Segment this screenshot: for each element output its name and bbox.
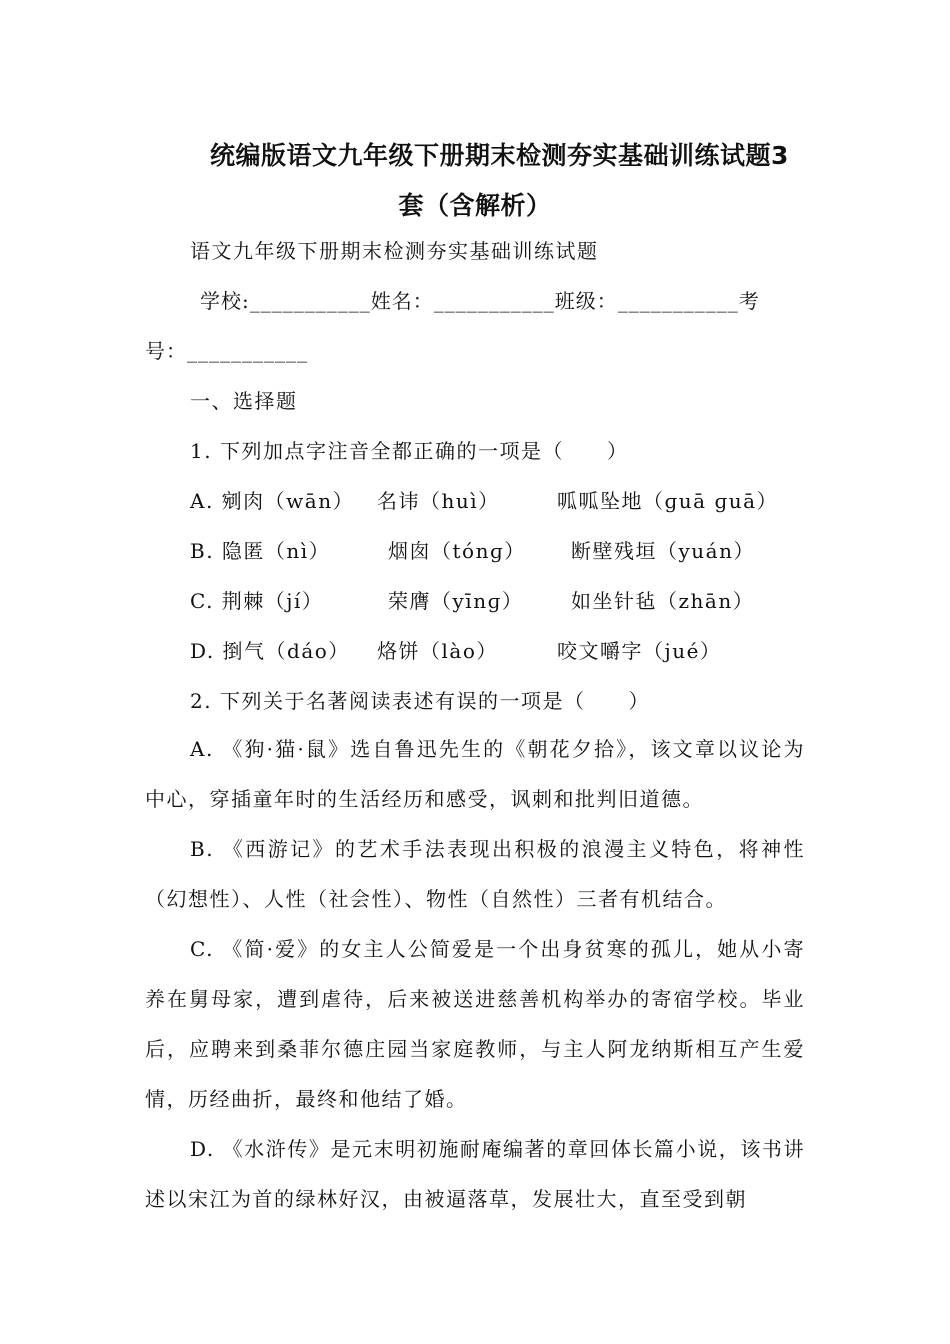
document-title-line2: 套（含解析） bbox=[398, 191, 552, 220]
option-c-item-3: 如坐针毡（zhān） bbox=[571, 589, 755, 613]
option-d-item-3: 咬文嚼字（jué） bbox=[557, 639, 722, 663]
option-a-item-2: 名讳（huì） bbox=[377, 489, 500, 513]
question-2-option-c: C. 《简·爱》的女主人公简爱是一个出身贫寒的孤儿，她从小寄养在舅母家，遭到虐待，后来被送进慈善机构举办的寄宿学校。毕业后，应聘来到桑菲尔德庄园当家庭教师，与主人阿龙纳斯相互产生爱情，历经曲折，最终和他结了婚。 bbox=[145, 937, 805, 1111]
option-b-item-1: B. 隐匿（nì） bbox=[190, 539, 331, 563]
question-2-option-b: B. 《西游记》的艺术手法表现出积极的浪漫主义特色，将神性（幻想性）、人性（社会性）、物性（自然性）三者有机结合。 bbox=[145, 837, 805, 911]
question-1-option-a bbox=[190, 487, 778, 515]
question-1-option-c bbox=[190, 587, 754, 615]
info-line-1: 学校:___________姓名：___________班级：___________考 bbox=[200, 289, 760, 313]
option-d-item-1: D. 捯气（dáo） bbox=[190, 639, 350, 663]
option-b-item-2: 烟囱（tónɡ） bbox=[388, 539, 526, 563]
question-2-option-d: D. 《水浒传》是元末明初施耐庵编著的章回体长篇小说，该书讲述以宋江为首的绿林好汉，由被逼落草，发展壮大，直至受到朝 bbox=[145, 1137, 805, 1211]
question-1-option-d bbox=[190, 637, 721, 665]
document-title-line1: 统编版语文九年级下册期末检测夯实基础训练试题3 bbox=[210, 141, 789, 170]
option-b-item-3: 断壁残垣（yuán） bbox=[571, 539, 755, 563]
option-d-item-2: 烙饼（lào） bbox=[377, 639, 498, 663]
subtitle: 语文九年级下册期末检测夯实基础训练试题 bbox=[190, 239, 599, 263]
question-1-option-b bbox=[190, 537, 755, 565]
option-c-item-1: C. 荆棘（jí） bbox=[190, 589, 324, 613]
question-1-stem: 1. 下列加点字注音全都正确的一项是（ ） bbox=[190, 439, 629, 463]
option-c-item-2: 荣膺（yīnɡ） bbox=[388, 589, 524, 613]
option-a-item-1: A. 剜肉（wān） bbox=[190, 489, 355, 513]
option-a-item-3: 呱呱坠地（ɡuā ɡuā） bbox=[557, 489, 779, 513]
question-2-option-a: A. 《狗·猫·鼠》选自鲁迅先生的《朝花夕拾》，该文章以议论为中心，穿插童年时的生活经历和感受，讽刺和批判旧道德。 bbox=[145, 737, 805, 811]
section-heading: 一、选择题 bbox=[190, 389, 298, 413]
question-2-stem: 2. 下列关于名著阅读表述有误的一项是（ ） bbox=[190, 689, 650, 713]
info-line-2: 号：___________ bbox=[145, 339, 308, 363]
